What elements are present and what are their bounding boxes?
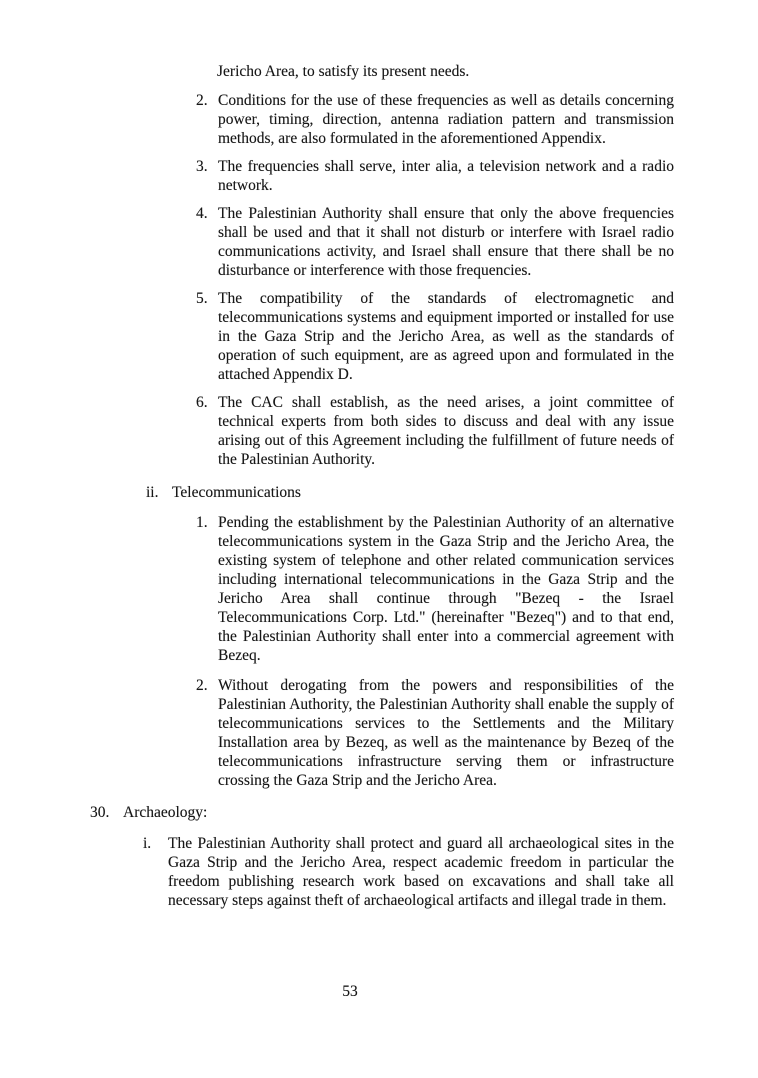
section-heading-telecommunications (146, 483, 674, 502)
list-item-frequencies-5 (196, 289, 674, 384)
list-item-telecom-1 (196, 513, 674, 665)
item-marker: 3. (196, 158, 208, 175)
item-marker: 2. (196, 677, 208, 694)
section-title: Archaeology: (123, 804, 208, 821)
section-title: Telecommunications (172, 484, 301, 501)
list-item-frequencies-4 (196, 204, 674, 280)
list-item-frequencies-2 (196, 91, 674, 148)
paragraph-continuation-line: Jericho Area, to satisfy its present needs. (217, 63, 470, 80)
section-heading-archaeology (90, 803, 674, 822)
telecommunications-items (0, 513, 758, 790)
page-number: 53 (342, 983, 358, 1000)
item-marker: 5. (196, 290, 208, 307)
item-text: The frequencies shall serve, inter alia, a television network and a radio network. (218, 158, 674, 194)
item-marker: i. (143, 835, 152, 852)
item-text: The CAC shall establish, as the need arises, a joint committee of technical experts from both sides to discuss and deal with any issue arising out of this Agreement including the fulfillment of future needs of the Palestinian Authority. (218, 394, 674, 468)
item-text: Conditions for the use of these frequencies as well as details concerning power, timing, direction, antenna radiation pattern and transmission methods, are also formulated in the aforementioned Appendix. (218, 92, 674, 147)
item-marker: 4. (196, 205, 208, 222)
list-item-archaeology-i (143, 834, 674, 910)
item-marker: 1. (196, 514, 208, 531)
section-marker: ii. (146, 484, 159, 501)
list-item-frequencies-3 (196, 157, 674, 195)
item-text: The Palestinian Authority shall protect and guard all archaeological sites in the Gaza Strip and the Jericho Area, respect academic freedom in particular the freedom publishing research work based on excavations and shall take all necessary steps against theft of archaeological artifacts and illegal trade in them. (168, 835, 674, 909)
item-text: The compatibility of the standards of electromagnetic and telecommunications systems and equipment imported or installed for use in the Gaza Strip and the Jericho Area, as well as the standards of operation of such equipment, are as agreed upon and formulated in the attached Appendix D. (218, 290, 674, 383)
item-marker: 2. (196, 92, 208, 109)
section-marker: 30. (90, 804, 110, 821)
list-item-frequencies-6 (196, 393, 674, 469)
item-marker: 6. (196, 394, 208, 411)
list-item-telecom-2 (196, 676, 674, 790)
item-text: The Palestinian Authority shall ensure that only the above frequencies shall be used and that it shall not disturb or interfere with Israel radio communications activity, and Israel shall ensure that there shall be no disturbance or interference with those frequencies. (218, 205, 674, 279)
item-text: Without derogating from the powers and responsibilities of the Palestinian Authority, the Palestinian Authority shall enable the supply of telecommunications services to the Settlements and the Military Installation area by Bezeq, as well as the maintenance by Bezeq of the telecommunications infrastructure serving them or infrastructure crossing the Gaza Strip and the Jericho Area. (218, 677, 674, 789)
item-text: Pending the establishment by the Palestinian Authority of an alternative telecommunications system in the Gaza Strip and the Jericho Area, the existing system of telephone and other related communication services including international telecommunications in the Gaza Strip and the Jericho Area shall continue through "Bezeq - the Israel Telecommunications Corp. Ltd." (hereinafter "Bezeq") and to that end, the Palestinian Authority shall enter into a commercial agreement with Bezeq. (218, 514, 674, 664)
